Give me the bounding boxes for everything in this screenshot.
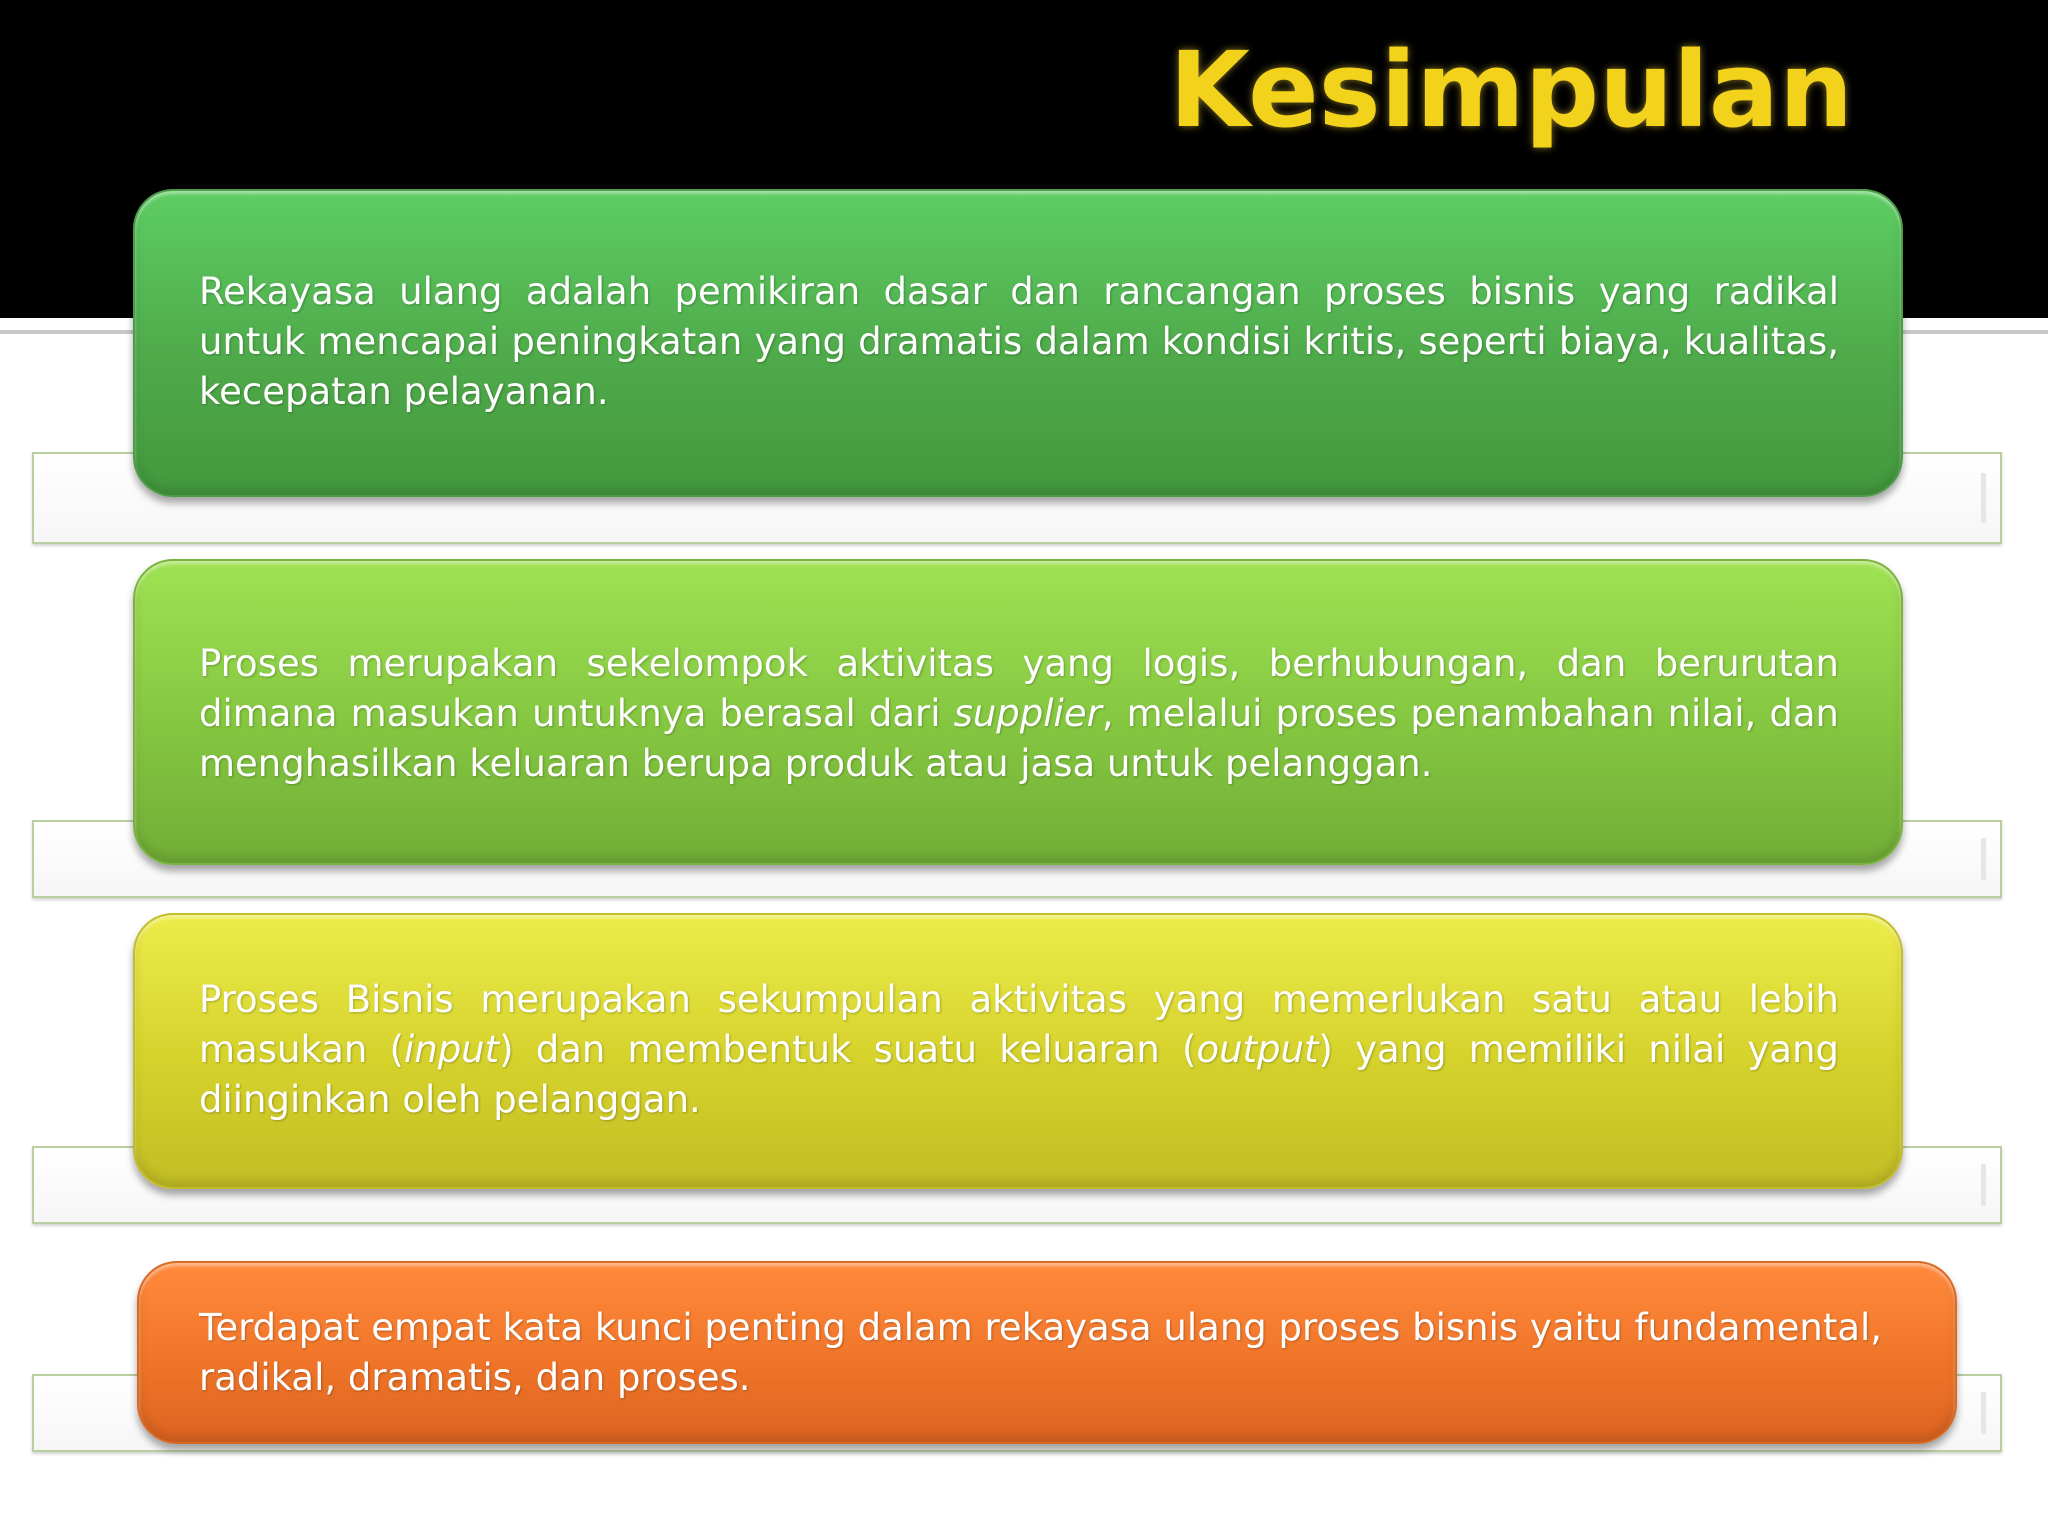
- box-2-italic-term: supplier: [953, 692, 1102, 735]
- box-3-text: [199, 975, 1839, 1125]
- box-3-text-part-3: ) yang memiliki nilai yang diinginkan oleh pelanggan.: [199, 1028, 1840, 1121]
- box-2-text: [199, 639, 1839, 789]
- box-2-text-part-2: , melalui proses penambahan nilai, dan menghasilkan keluaran berupa produk atau jasa untuk pelanggan.: [199, 692, 1839, 785]
- definition-box-reengineering: [133, 189, 1903, 497]
- box-4-text: Terdapat empat kata kunci penting dalam rekayasa ulang proses bisnis yaitu fundamental, radikal, dramatis, dan proses.: [199, 1306, 1883, 1399]
- box-3-italic-input: input: [403, 1028, 500, 1071]
- box-3-text-part-1: Proses Bisnis merupakan sekumpulan aktivitas yang memerlukan satu atau lebih masukan (: [199, 978, 1839, 1071]
- box-3-italic-output: output: [1196, 1028, 1319, 1071]
- keywords-box: [137, 1261, 1957, 1444]
- box-3-text-part-2: ) dan membentuk suatu keluaran (: [499, 1028, 1197, 1071]
- box-2-text-part-1: Proses merupakan sekelompok aktivitas yang logis, berhubungan, dan berurutan dimana masukan untuknya berasal dari: [199, 642, 1839, 735]
- definition-box-business-process: [133, 913, 1903, 1189]
- definition-box-process: [133, 559, 1903, 865]
- box-1-text: Rekayasa ulang adalah pemikiran dasar dan rancangan proses bisnis yang radikal untuk mencapai peningkatan yang dramatis dalam kondisi kritis, seperti biaya, kualitas, kecepatan pelayanan.: [199, 270, 1839, 413]
- slide-title: Kesimpulan: [1169, 29, 1853, 151]
